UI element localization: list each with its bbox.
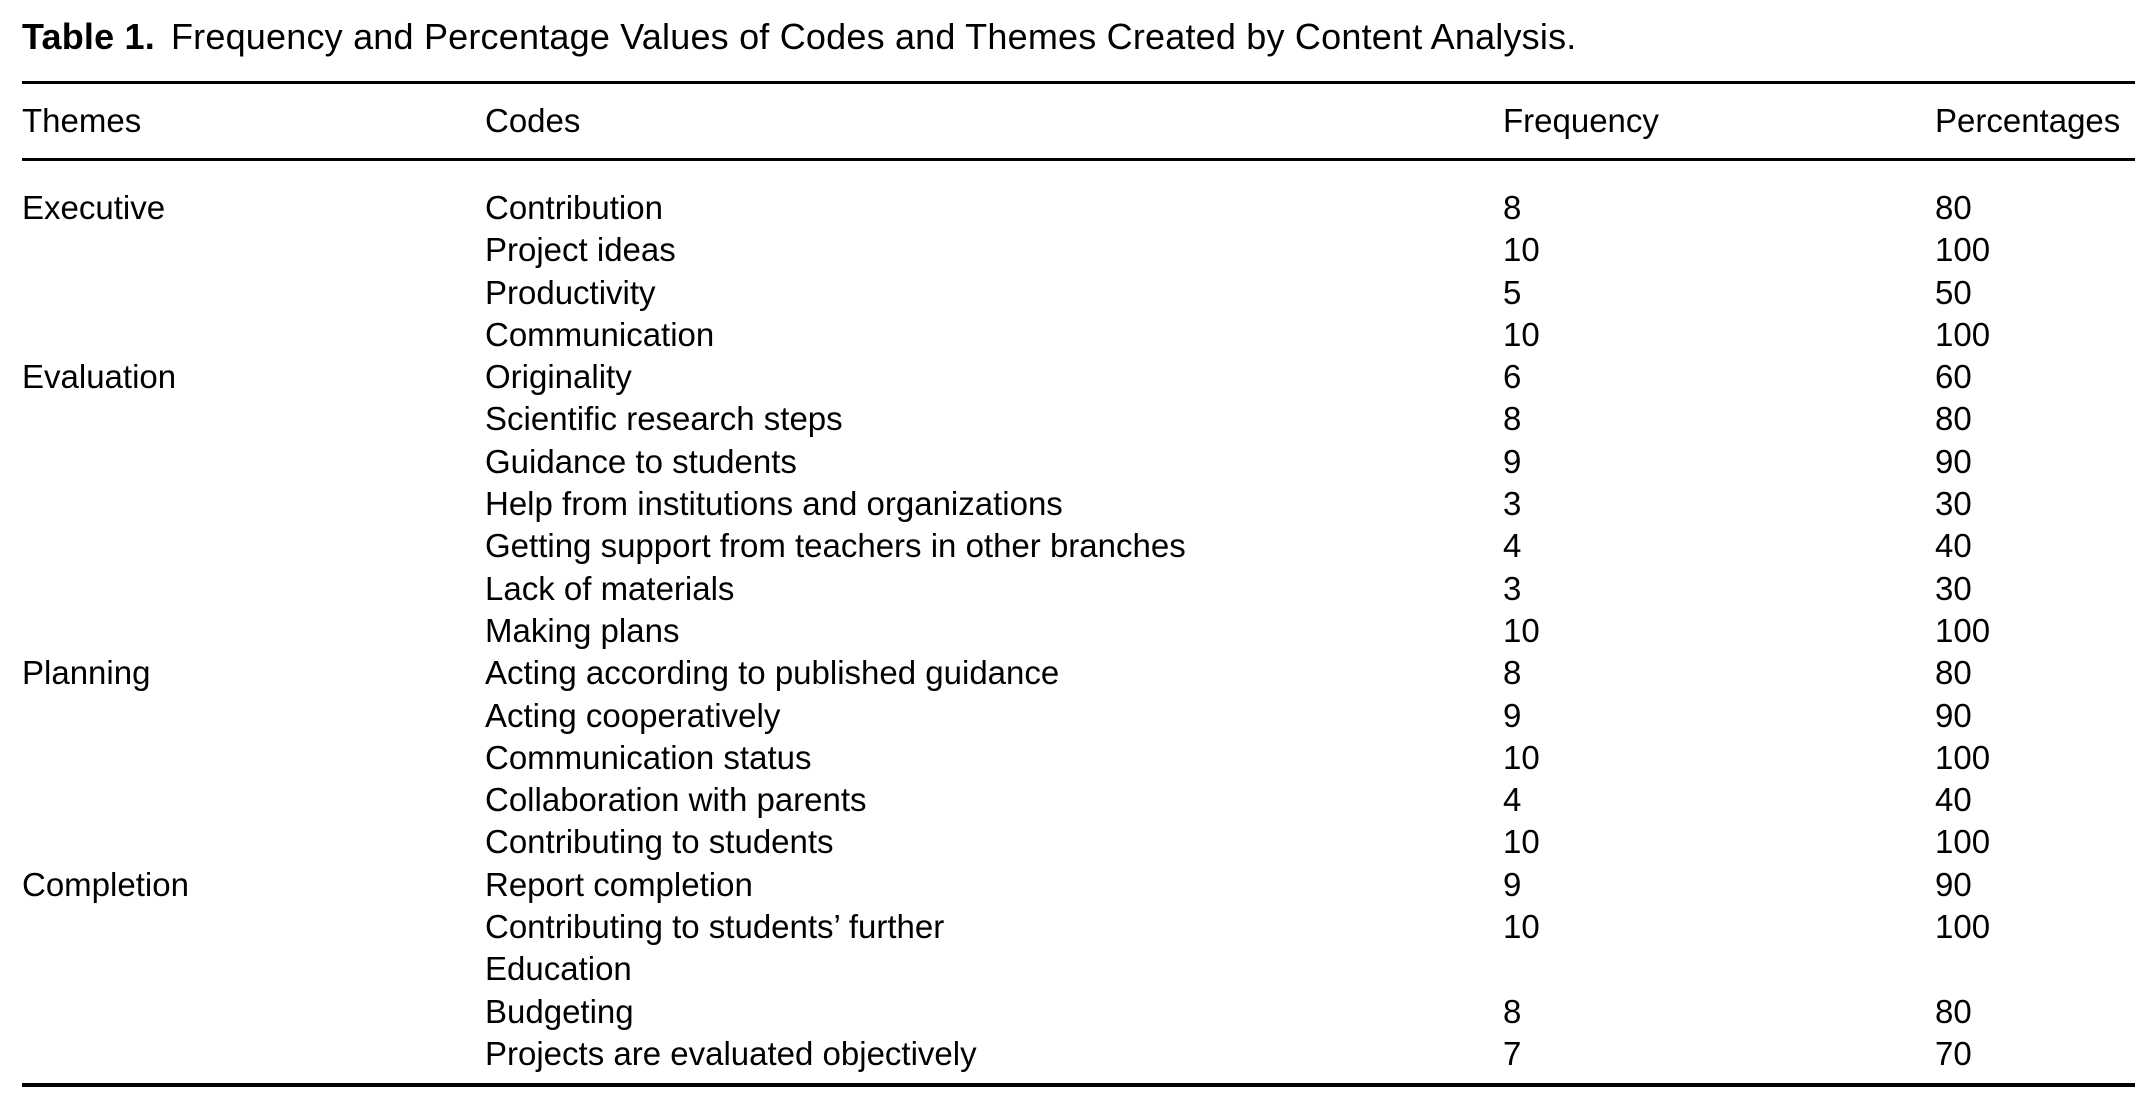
frequency-cell: 10 bbox=[1503, 231, 1540, 269]
table-caption-label: Table 1. bbox=[22, 16, 155, 57]
percentage-cell: 100 bbox=[1935, 823, 1991, 861]
percentage-cell: 100 bbox=[1935, 231, 1991, 269]
code-cell: Education bbox=[485, 950, 632, 988]
code-cell: Contribution bbox=[485, 189, 663, 226]
percentage-cell: 100 bbox=[1935, 315, 1991, 353]
frequency-cell: 3 bbox=[1503, 569, 1522, 607]
table-row bbox=[22, 991, 2135, 1033]
frequency-cell: 8 bbox=[1503, 189, 1522, 226]
code-cell: Productivity bbox=[485, 273, 656, 311]
table-row bbox=[22, 229, 2135, 271]
frequency-cell: 3 bbox=[1503, 485, 1522, 523]
table-row bbox=[22, 737, 2135, 779]
percentage-cell: 70 bbox=[1935, 1034, 1972, 1072]
theme-cell: Completion bbox=[22, 865, 189, 903]
frequency-cell: 10 bbox=[1503, 315, 1540, 353]
table-row bbox=[22, 441, 2135, 483]
code-cell: Projects are evaluated objectively bbox=[485, 1034, 977, 1072]
percentage-cell: 80 bbox=[1935, 654, 1972, 692]
frequency-cell: 10 bbox=[1503, 611, 1540, 649]
table-row bbox=[22, 483, 2135, 525]
code-cell: Making plans bbox=[485, 611, 680, 649]
frequency-cell: 9 bbox=[1503, 442, 1522, 480]
percentage-cell: 100 bbox=[1935, 611, 1991, 649]
frequency-cell: 4 bbox=[1503, 781, 1522, 819]
percentage-cell: 90 bbox=[1935, 442, 1972, 480]
column-header-frequency: Frequency bbox=[1503, 101, 1659, 139]
code-cell: Contributing to students bbox=[485, 823, 834, 861]
frequency-cell: 8 bbox=[1503, 400, 1522, 438]
percentage-cell: 80 bbox=[1935, 189, 1972, 226]
table-row bbox=[22, 525, 2135, 567]
code-cell: Communication bbox=[485, 315, 715, 353]
theme-cell: Executive bbox=[22, 189, 166, 226]
code-cell: Acting cooperatively bbox=[485, 696, 781, 734]
frequency-cell: 8 bbox=[1503, 654, 1522, 692]
code-cell: Acting according to published guidance bbox=[485, 654, 1060, 692]
percentage-cell: 30 bbox=[1935, 485, 1972, 523]
code-cell: Project ideas bbox=[485, 231, 676, 269]
table-1 bbox=[22, 12, 2135, 1087]
percentage-cell: 90 bbox=[1935, 865, 1972, 903]
table-row bbox=[22, 821, 2135, 863]
column-header-codes: Codes bbox=[485, 101, 581, 139]
theme-cell: Planning bbox=[22, 654, 151, 692]
table-row bbox=[22, 610, 2135, 652]
percentage-cell: 100 bbox=[1935, 738, 1991, 776]
percentage-cell: 80 bbox=[1935, 992, 1972, 1030]
table-row bbox=[22, 398, 2135, 440]
percentage-cell: 60 bbox=[1935, 358, 1972, 396]
code-cell: Budgeting bbox=[485, 992, 634, 1030]
code-cell: Lack of materials bbox=[485, 569, 735, 607]
percentage-cell: 40 bbox=[1935, 781, 1972, 819]
theme-cell: Evaluation bbox=[22, 358, 177, 396]
column-header-percentages: Percentages bbox=[1935, 101, 2121, 139]
percentage-cell: 50 bbox=[1935, 273, 1972, 311]
frequency-cell: 10 bbox=[1503, 823, 1540, 861]
frequency-cell: 4 bbox=[1503, 527, 1522, 565]
frequency-cell: 9 bbox=[1503, 696, 1522, 734]
frequency-cell: 8 bbox=[1503, 992, 1522, 1030]
table-row bbox=[22, 779, 2135, 821]
frequency-cell: 6 bbox=[1503, 358, 1522, 396]
table-row bbox=[22, 356, 2135, 398]
table-row bbox=[22, 272, 2135, 314]
code-cell: Report completion bbox=[485, 865, 753, 903]
frequency-cell: 10 bbox=[1503, 908, 1540, 946]
code-cell: Guidance to students bbox=[485, 442, 797, 480]
table-row bbox=[22, 864, 2135, 906]
table-row bbox=[22, 652, 2135, 694]
percentage-cell: 90 bbox=[1935, 696, 1972, 734]
table-row bbox=[22, 568, 2135, 610]
table-row bbox=[22, 906, 2135, 948]
code-cell: Contributing to students’ further bbox=[485, 908, 945, 946]
code-cell: Originality bbox=[485, 358, 632, 396]
code-cell: Getting support from teachers in other branches bbox=[485, 527, 1186, 565]
table-caption bbox=[22, 12, 2135, 62]
frequency-cell: 7 bbox=[1503, 1034, 1522, 1072]
table-row bbox=[22, 695, 2135, 737]
table-bottom-rule bbox=[22, 1083, 2135, 1087]
table-header-row bbox=[22, 84, 2135, 158]
percentage-cell: 30 bbox=[1935, 569, 1972, 607]
table-row bbox=[22, 187, 2135, 229]
column-header-themes: Themes bbox=[22, 101, 142, 139]
code-cell: Collaboration with parents bbox=[485, 781, 867, 819]
frequency-cell: 10 bbox=[1503, 738, 1540, 776]
table-body bbox=[22, 161, 2135, 1083]
percentage-cell: 100 bbox=[1935, 908, 1991, 946]
frequency-cell: 9 bbox=[1503, 865, 1522, 903]
code-cell: Communication status bbox=[485, 738, 812, 776]
percentage-cell: 40 bbox=[1935, 527, 1972, 565]
table-caption-text: Frequency and Percentage Values of Codes and Themes Created by Content Analysis. bbox=[170, 16, 1577, 57]
code-cell: Help from institutions and organizations bbox=[485, 485, 1063, 523]
frequency-cell: 5 bbox=[1503, 273, 1522, 311]
percentage-cell: 80 bbox=[1935, 400, 1972, 438]
table-row bbox=[22, 948, 2135, 990]
table-row bbox=[22, 314, 2135, 356]
table-row bbox=[22, 1033, 2135, 1075]
code-cell: Scientific research steps bbox=[485, 400, 843, 438]
